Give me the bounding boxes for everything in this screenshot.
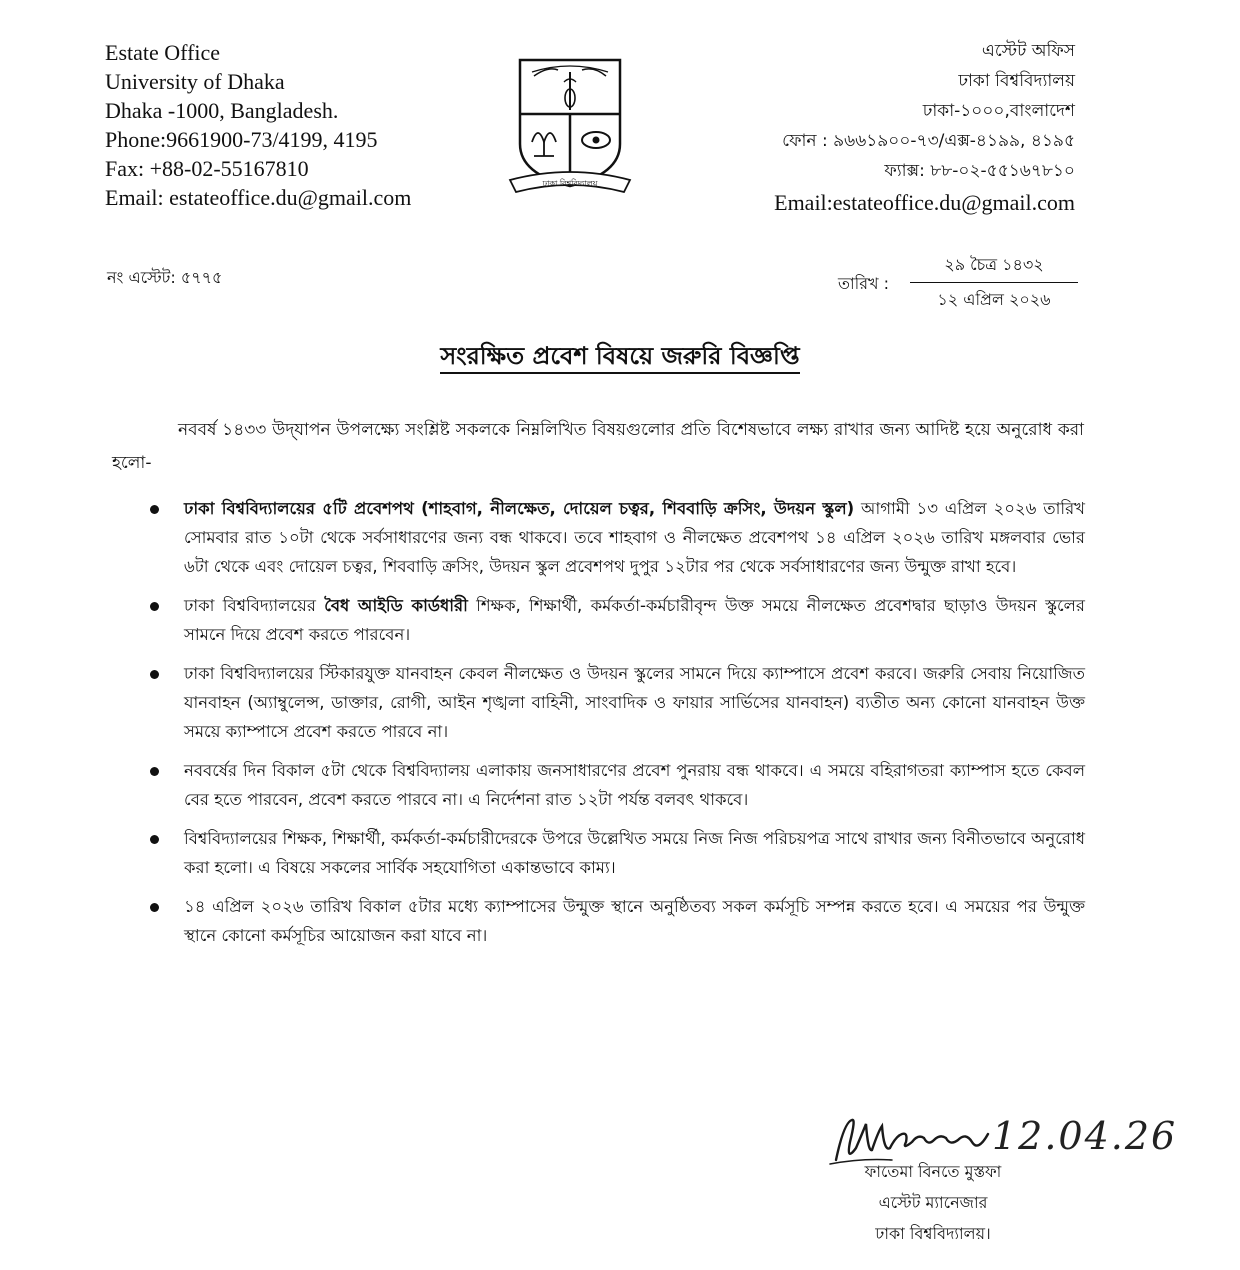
address-bn: ঢাকা-১০০০,বাংলাদেশ [922, 101, 1075, 121]
signature-date: 12.04.26 [992, 1114, 1178, 1158]
list-item [150, 756, 1085, 814]
list-item [150, 892, 1085, 950]
signatory-block [808, 1156, 1058, 1249]
bullet-icon [150, 602, 159, 611]
phone-en: Phone:9661900-73/4199, 4195 [105, 127, 378, 152]
bullet-text-prefix: ঢাকা বিশ্ববিদ্যালয়ের [184, 596, 325, 615]
bullet-text: ঢাকা বিশ্ববিদ্যালয়ের স্টিকারযুক্ত যানবাহন কেবল নীলক্ষেত ও উদয়ন স্কুলের সামনে দিয়ে ক্যাম্পাসে প্রবেশ করবে। জরুরি সেবায় নিয়োজিত যানবাহন (অ্যাম্বুলেন্স, ডাক্তার, রোগী, আইন শৃঙ্খলা বাহিনী, সাংবাদিক ও ফায়ার সার্ভিসের যানবাহন) ব্যতীত অন্য কোনো যানবাহন উক্ত সময়ে ক্যাম্পাসে প্রবেশ করতে পারবে না। [184, 664, 1085, 741]
bullet-text: বিশ্ববিদ্যালয়ের শিক্ষক, শিক্ষার্থী, কর্মকর্তা-কর্মচারীদেরকে উপরে উল্লেখিত সময়ে নিজ নিজ পরিচয়পত্র সাথে রাখার জন্য বিনীতভাবে অনুরোধ করা হলো। এ বিষয়ে সকলের সার্বিক সহযোগিতা একান্তভাবে কাম্য। [184, 829, 1085, 877]
university-name-bn: ঢাকা বিশ্ববিদ্যালয় [958, 71, 1075, 91]
date-gregorian: ১২ এপ্রিল ২০২৬ [937, 290, 1051, 309]
list-item [150, 659, 1085, 746]
bullet-icon [150, 505, 159, 514]
signatory-organization: ঢাকা বিশ্ববিদ্যালয়। [875, 1224, 991, 1243]
signatory-name: ফাতেমা বিনতে মুস্তফা [864, 1162, 1002, 1181]
list-item [150, 824, 1085, 882]
bullet-bold-text: বৈধ আইডি কার্ডধারী [324, 596, 468, 615]
fax-en: Fax: +88-02-55167810 [105, 156, 309, 181]
letterhead-bangla [774, 36, 1075, 218]
date-block [910, 252, 1078, 314]
bullet-icon [150, 767, 159, 776]
signatory-designation: এস্টেট ম্যানেজার [878, 1193, 988, 1212]
memo-number: নং এস্টেট: ৫৭৭৫ [107, 268, 223, 287]
phone-bn: ফোন : ৯৬৬১৯০০-৭৩/এক্স-৪১৯৯, ৪১৯৫ [782, 131, 1075, 151]
notice-bullet-list [150, 494, 1085, 960]
fax-bn: ফ্যাক্স: ৮৮-০২-৫৫১৬৭৮১০ [884, 161, 1075, 181]
email-bn: Email:estateoffice.du@gmail.com [774, 190, 1075, 215]
bullet-text: নববর্ষের দিন বিকাল ৫টা থেকে বিশ্ববিদ্যালয় এলাকায় জনসাধারণের প্রবেশ পুনরায় বন্ধ থাকবে। এ সময়ে বহিরাগতরা ক্যাম্পাস হতে কেবল বের হতে পারবেন, প্রবেশ করতে পারবে না। এ নির্দেশনা রাত ১২টা পর্যন্ত বলবৎ থাকবে। [184, 761, 1085, 809]
bullet-icon [150, 903, 159, 912]
email-en: Email: estateoffice.du@gmail.com [105, 185, 412, 210]
list-item [150, 494, 1085, 581]
notice-title-wrapper [0, 338, 1240, 378]
bullet-icon [150, 835, 159, 844]
bullet-bold-text: ঢাকা বিশ্ববিদ্যালয়ের ৫টি প্রবেশপথ (শাহবাগ, নীলক্ষেত, দোয়েল চত্বর, শিববাড়ি ক্রসিং, উদয়ন স্কুল) [184, 499, 855, 518]
intro-paragraph: নববর্ষ ১৪৩৩ উদ্‌যাপন উপলক্ষ্যে সংশ্লিষ্ট সকলকে নিম্নলিখিত বিষয়গুলোর প্রতি বিশেষভাবে লক্ষ্য রাখার জন্য আদিষ্ট হয়ে অনুরোধ করা হলো- [112, 420, 1084, 473]
university-seal-logo [508, 52, 632, 194]
seal-ribbon-text: ঢাকা বিশ্ববিদ্যালয় [542, 179, 598, 188]
office-name-bn: এস্টেট অফিস [981, 41, 1075, 61]
letterhead-english [105, 38, 411, 212]
bullet-text: আগামী ১৩ এপ্রিল ২০২৬ তারিখ সোমবার রাত ১০টা থেকে সর্বসাধারণের জন্য বন্ধ থাকবে। তবে শাহবাগ ও নীলক্ষেত প্রবেশপথ ১৪ এপ্রিল ২০২৬ তারিখ মঙ্গলবার ভোর ৬টা থেকে এবং দোয়েল চত্বর, শিববাড়ি ক্রসিং, উদয়ন স্কুল প্রবেশপথ দুপুর ১২টার পর থেকে সর্বসাধারণের জন্য উন্মুক্ত রাখা হবে। [184, 499, 1086, 576]
date-bangla: ২৯ চৈত্র ১৪৩২ [910, 252, 1078, 283]
list-item [150, 591, 1085, 649]
address-en: Dhaka -1000, Bangladesh. [105, 98, 339, 123]
office-name-en: Estate Office [105, 40, 221, 65]
bullet-icon [150, 670, 159, 679]
date-label: তারিখ : [838, 274, 890, 293]
bullet-text: ১৪ এপ্রিল ২০২৬ তারিখ বিকাল ৫টার মধ্যে ক্যাম্পাসের উন্মুক্ত স্থানে অনুষ্ঠিতব্য সকল কর্মসূচি সম্পন্ন করতে হবে। এ সময়ের পর উন্মুক্ত স্থানে কোনো কর্মসূচির আয়োজন করা যাবে না। [184, 897, 1085, 945]
notice-title: সংরক্ষিত প্রবেশ বিষয়ে জরুরি বিজ্ঞপ্তি [440, 342, 799, 374]
bullet-text: শিক্ষক, শিক্ষার্থী, কর্মকর্তা-কর্মচারীবৃন্দ উক্ত সময়ে নীলক্ষেত প্রবেশদ্বার ছাড়াও উদয়ন স্কুলের সামনে দিয়ে প্রবেশ করতে পারবেন। [184, 596, 1086, 644]
university-name-en: University of Dhaka [105, 69, 285, 94]
